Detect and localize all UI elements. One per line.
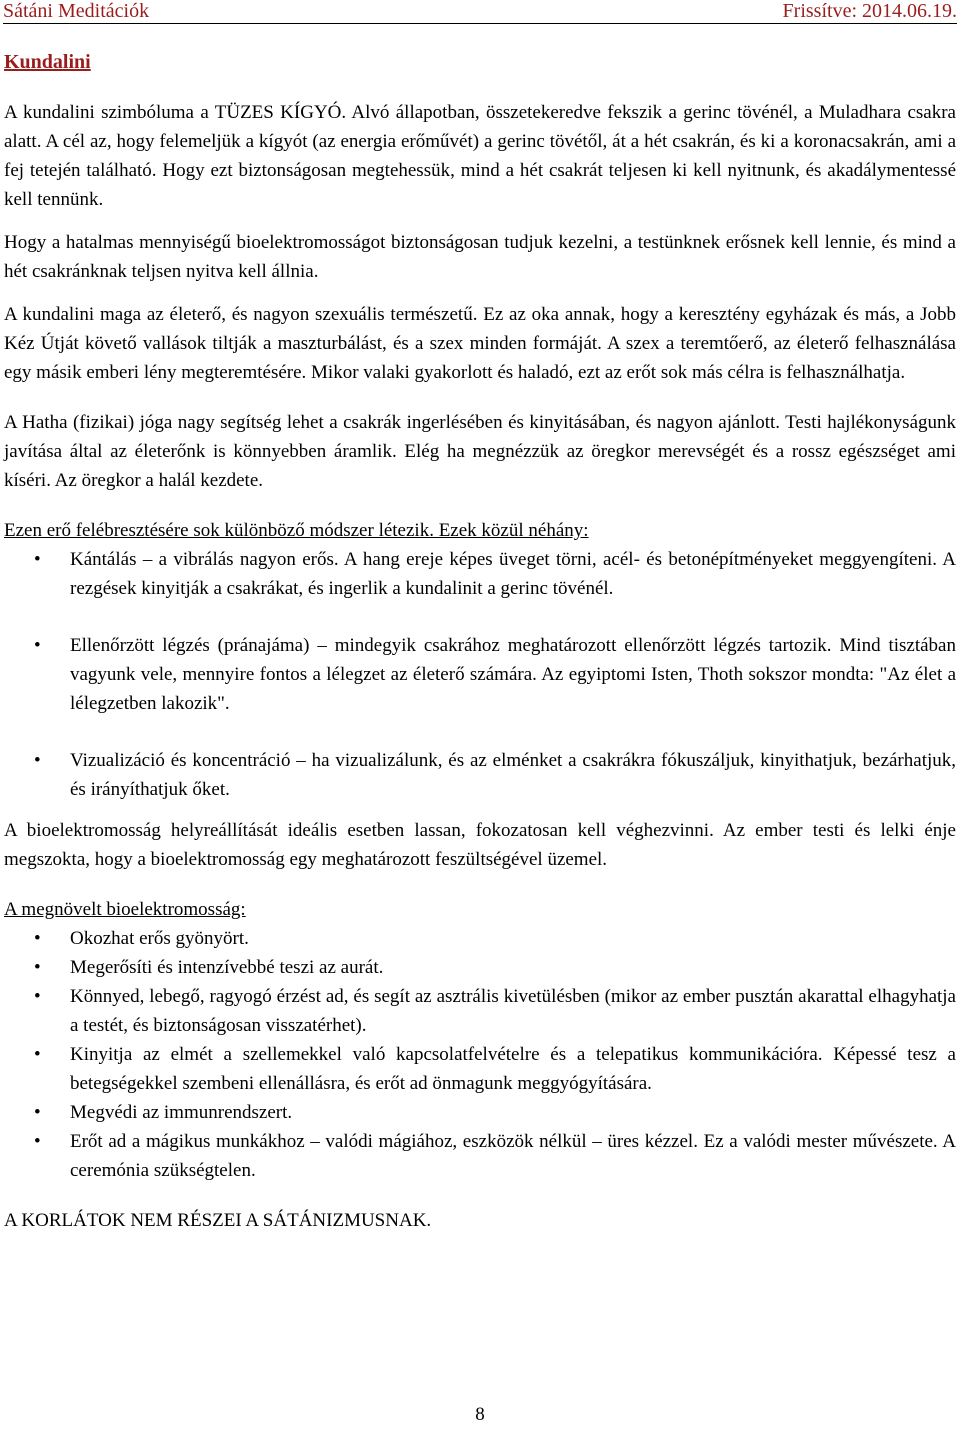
site-title: Sátáni Meditációk (3, 0, 150, 22)
paragraph-hatha-yoga: A Hatha (fizikai) jóga nagy segítség lehet a csakrák ingerlésében és kinyitásában, és nagyon ajánlott. Testi hajlékonyságunk javítása által az életerőnk is könnyebben áramlik. Elég ha megnézzük az öregkor merevségét és a rossz egészséget ami kíséri. Az öregkor a halál kezdete. (4, 412, 956, 491)
list-item: • Ellenőrzött légzés (pránajáma) – mindegyik csakrához meghatározott ellenőrzött légzés tartozik. Mind tisztában vagyunk vele, mennyire fontos a lélegzet az életerő számára. Az egyiptomi Isten, Thoth sokszor mondta: "Az élet a lélegzetben lakozik". (4, 631, 956, 718)
section-title: Kundalini (4, 51, 91, 73)
list-item: • Kinyitja az elmét a szellemekkel való kapcsolatfelvételre és a telepatikus kommunikációra. Képessé tesz a betegségekkel szembeni ellenállásra, és erőt ad önmagunk meggyógyítására. (4, 1040, 956, 1098)
benefits-list (4, 924, 956, 1185)
list-item: • Kántálás – a vibrálás nagyon erős. A hang ereje képes üveget törni, acél- és betonépítményeket meggyengíteni. A rezgések kinyitják a csakrákat, és ingerlik a kundalinit a gerinc tövénél. (4, 545, 956, 603)
list-item: • Könnyed, lebegő, ragyogó érzést ad, és segít az asztrális kivetülésben (mikor az ember pusztán akarattal elhagyhatja a testét, és biztonságosan visszatérhet). (4, 982, 956, 1040)
page-header (3, 0, 957, 24)
updated-date: Frissítve: 2014.06.19. (782, 0, 957, 22)
page-number: 8 (475, 1404, 485, 1425)
list-item: • Vizualizáció és koncentráció – ha vizualizálunk, és az elménket a csakrákra fókuszáljuk, kinyithatjuk, bezárhatjuk, és irányíthatjuk őket. (4, 746, 956, 804)
paragraph-strength: Hogy a hatalmas mennyiségű bioelektromosságot biztonságosan tudjuk kezelni, a testünknek erősnek kell lennie, és mind a hét csakránknak teljsen nyitva kell állnia. (4, 232, 956, 282)
list-item: • Okozhat erős gyönyört. (4, 924, 956, 953)
paragraph-intro: A kundalini szimbóluma a TÜZES KÍGYÓ. Alvó állapotban, összetekeredve fekszik a gerinc tövénél, a Muladhara csakra alatt. A cél az, hogy felemeljük a kígyót (az energia erőművét) a gerinc tövétől, át a hét csakrán, és ki a koronacsakrán, ami a fej tetején található. Hogy ezt biztonságosan megtehessük, mind a hét csakrát teljesen ki kell nyitnunk, és akadálymentessé kell tennünk. (4, 102, 956, 210)
document-body (4, 48, 956, 1235)
paragraph-restoration: A bioelektromosság helyreállítását ideális esetben lassan, fokozatosan kell véghezvinni. Az ember testi és lelki énje megszokta, hogy a bioelektromosság egy meghatározott feszültségével üzemel. (4, 820, 956, 870)
paragraph-lifeforce: A kundalini maga az életerő, és nagyon szexuális természetű. Ez az oka annak, hogy a keresztény egyházak és más, a Jobb Kéz Útját követő vallások tiltják a maszturbálást, és a szex minden formáját. A szex a teremtőerő, az életerő felhasználása egy másik emberi lény megteremtésére. Mikor valaki gyakorlott és haladó, ezt az erőt sok más célra is felhasználhatja. (4, 304, 956, 383)
list-item: • Erőt ad a mágikus munkákhoz – valódi mágiához, eszközök nélkül – üres kézzel. Ez a valódi mester művészete. A ceremónia szükségtelen. (4, 1127, 956, 1185)
methods-heading: Ezen erő felébresztésére sok különböző módszer létezik. Ezek közül néhány: (4, 520, 589, 541)
list-item: • Megerősíti és intenzívebbé teszi az aurát. (4, 953, 956, 982)
closing-statement: A KORLÁTOK NEM RÉSZEI A SÁTÁNIZMUSNAK. (4, 1210, 432, 1231)
methods-list (4, 545, 956, 804)
benefits-heading: A megnövelt bioelektromosság: (4, 899, 246, 920)
list-item: • Megvédi az immunrendszert. (4, 1098, 956, 1127)
